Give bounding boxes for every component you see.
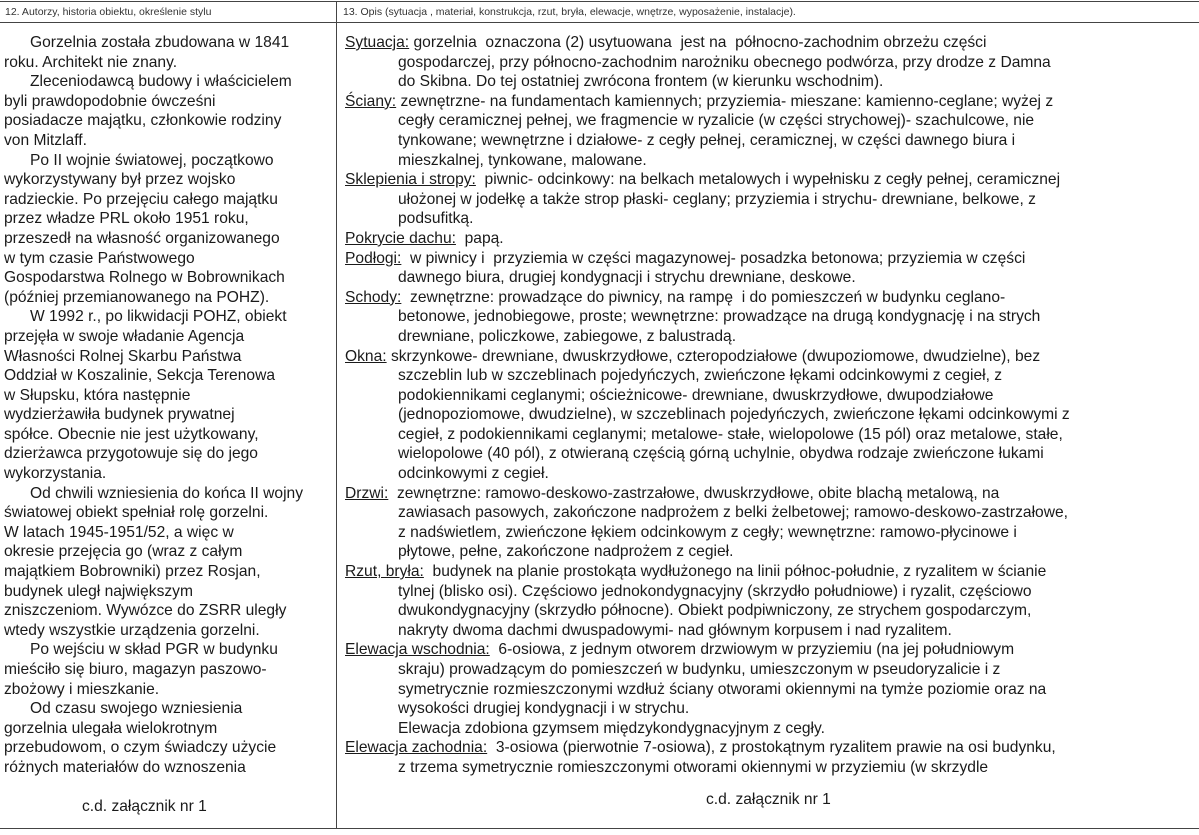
entry-continuation-line: cegły ceramicznej pełnej, we fragmencie w ryzalicie (w części strychowej)- szachulcowe, nie [398, 112, 1035, 130]
entry-continuation-line: tynkowane; wewnętrzne i działowe- z cegły pełnej, ceramicznej, w części dawnego biura i [398, 131, 1016, 149]
entry-text: zewnętrzne: prowadzące do piwnicy, na rampę i do pomieszczeń w budynku ceglano- [401, 288, 1006, 306]
history-line: roku. Architekt nie znany. [4, 53, 178, 71]
history-line: przejęła w swoje władanie Agencja [4, 327, 245, 345]
entry-continuation-line: ułożonej w jodełkę a także strop płaski- ceglany; przyziemia i strychu- drewniane, belkowe, z [398, 190, 1036, 208]
history-line: majątkiem Bobrowniki) przez Rosjan, [4, 563, 261, 581]
entry-continuation-line: (jednopoziomowe, dwudzielne), w szczeblinach pojedyńczych, zwieńczone łękami odcinkowymi z [398, 406, 1070, 424]
description-entry [345, 738, 1197, 777]
history-line: przebudowom, o czym świadczy użycie [4, 739, 277, 757]
description-entry [345, 229, 1197, 249]
history-line: gorzelnia ulegała wielokrotnym [4, 719, 218, 737]
entry-label: Sklepienia i stropy: [345, 171, 476, 189]
entry-continuation-line: skraju) prowadzącym do pomieszczeń w budynku, umieszczonym w pseudoryzalicie i z [398, 661, 1001, 678]
entry-continuation-line: podsufitką. [398, 210, 474, 228]
section-13-heading: 13. Opis (sytuacja , materiał, konstrukcja, rzut, bryła, elewacje, wnętrze, wyposażenie, instalacje). [343, 6, 796, 18]
entry-continuation-line: odcinkowymi z cegieł. [398, 465, 549, 483]
description-entry [345, 92, 1197, 170]
entry-continuation-line: dawnego biura, drugiej kondygnacji i strychu drewniane, deskowe. [398, 269, 856, 287]
entry-label: Elewacja zachodnia: [345, 739, 488, 757]
entry-label: Okna: [345, 347, 387, 365]
history-line: W 1992 r., po likwidacji POHZ, obiekt [30, 308, 287, 326]
column-divider [336, 1, 337, 828]
entry-label: Pokrycie dachu: [345, 229, 456, 247]
entry-first-line [345, 484, 1197, 504]
history-line: budynek uległ największym [4, 582, 193, 600]
entry-continuation-line: dwukondygnacyjny (skrzydło północne). Obiekt podpiwniczony, ze strychem gospodarczym, [398, 602, 1032, 620]
entry-first-line [345, 33, 1197, 53]
header-rule [0, 22, 1199, 23]
entry-label: Sytuacja: [345, 34, 410, 51]
history-line: W latach 1945-1951/52, a więc w [4, 523, 234, 541]
history-line: radzieckie. Po przejęciu całego majątku [4, 190, 278, 208]
history-line: Od chwili wzniesienia do końca II wojny [30, 484, 304, 502]
history-line: różnych materiałów do wznoszenia [4, 758, 246, 776]
entry-label: Drzwi: [345, 484, 389, 502]
history-line: wykorzystywany był przez wojsko [4, 171, 236, 189]
entry-continuation-line: podokiennikami ceglanymi; ościeżnicowe- drewniane, dwuskrzydłowe, dwupodziałowe [398, 386, 994, 404]
bottom-rule [0, 828, 1199, 829]
entry-continuation-line: do Skibna. Do tej ostatniej zwrócona frontem (w kierunku wschodnim). [398, 73, 884, 91]
history-line: posiadacze majątku, członkowie rodziny [4, 112, 282, 130]
history-line: Własności Rolnej Skarbu Państwa [4, 347, 242, 365]
entry-continuation-line: gospodarczej, przy północno-zachodnim narożniku obecnego podwórza, przy drodze z Damna [398, 53, 1051, 71]
entry-text: budynek na planie prostokąta wydłużonego na linii północ-południe, z ryzalitem w ścianie [423, 563, 1047, 581]
history-line: (później przemianowanego na POHZ). [4, 288, 270, 306]
entry-continuation-line: mieszkalnej, tynkowane, malowane. [398, 151, 647, 169]
entry-continuation-line: Elewacja zdobiona gzymsem międzykondygnacyjnym z cegły. [398, 719, 825, 737]
description-entry [345, 249, 1197, 288]
history-line: Od czasu swojego wzniesienia [30, 700, 243, 718]
entry-text: 3-osiowa (pierwotnie 7-osiowa), z prostokątnym ryzalitem prawie na osi budynku, [487, 739, 1056, 757]
entry-first-line [345, 347, 1197, 367]
history-line: w tym czasie Państwowego [4, 249, 195, 267]
history-line: zbożowy i mieszkanie. [4, 680, 160, 698]
description-entry [345, 640, 1197, 738]
entry-continuation-line: symetrycznie rozmieszczonymi wzdłuż ściany otworami okiennymi na tymże poziomie oraz na [398, 680, 1047, 698]
entry-first-line [345, 92, 1197, 112]
description-entry [345, 33, 1197, 92]
history-column [4, 33, 334, 778]
entry-text: skrzynkowe- drewniane, dwuskrzydłowe, czteropodziałowe (dwupoziomowe, dwudzielne), bez [386, 347, 1041, 365]
entry-continuation-line: zawiasach pasowych, zakończone nadprożem z belki żelbetowej; ramowo-deskowo-zastrzałowe, [398, 504, 1068, 522]
entry-continuation-line: drewniane, policzkowe, zabiegowe, z balustradą. [398, 327, 737, 345]
history-line: von Mitzlaff. [4, 131, 87, 149]
entry-text: gorzelnia oznaczona (2) usytuowana jest na północno-zachodnim obrzeżu części [409, 34, 987, 51]
section-12-heading: 12. Autorzy, historia obiektu, określenie stylu [5, 6, 212, 18]
entry-continuation-line: płytowe, pełne, zakończone nadprożem z cegieł. [398, 543, 734, 561]
history-line: dzierżawca przygotowuje się do jego [4, 445, 258, 463]
history-line: Po II wojnie światowej, początkowo [30, 151, 274, 169]
entry-text: papą. [455, 229, 504, 247]
entry-continuation-line: z trzema symetrycznie romieszczonymi otworami okiennymi w przyziemiu (w skrzydle [398, 758, 989, 776]
description-entry [345, 484, 1197, 562]
entry-first-line [345, 170, 1197, 190]
entry-continuation-line: tylnej (blisko osi). Częściowo jednokondygnacyjny (skrzydło południowe) i ryzalit, częściowo [398, 582, 1032, 600]
entry-label: Podłogi: [345, 249, 402, 267]
history-line: spółce. Obecnie nie jest użytkowany, [4, 425, 259, 443]
entry-text: zewnętrzne: ramowo-deskowo-zastrzałowe, dwuskrzydłowe, obite blachą metalową, na [388, 484, 1000, 502]
entry-first-line [345, 562, 1197, 582]
entry-label: Schody: [345, 288, 402, 306]
description-entry [345, 170, 1197, 229]
description-entry [345, 562, 1197, 640]
history-line: Gospodarstwa Rolnego w Bobrownikach [4, 269, 285, 287]
entry-label: Rzut, bryła: [345, 563, 424, 581]
description-entry [345, 288, 1197, 347]
entry-continuation-line: szczeblin lub w szczeblinach pojedyńczych, zwieńczone łękami odcinkowymi z cegieł, z [398, 367, 1003, 385]
description-entry [345, 347, 1197, 484]
entry-first-line [345, 288, 1197, 308]
top-rule [0, 1, 1199, 2]
entry-text: 6-osiowa, z jednym otworem drzwiowym w przyziemiu (na jej południowym [489, 641, 1015, 659]
left-continuation-note: c.d. załącznik nr 1 [82, 798, 207, 815]
entry-continuation-line: nakryty dwoma dachmi dwuspadowymi- nad głównym korpusem i nad ryzalitem. [398, 621, 952, 639]
history-line: okresie przejęcia go (wraz z całym [4, 543, 243, 561]
entry-first-line [345, 640, 1197, 660]
entry-continuation-line: wielopolowe (40 pól), z otwieraną częścią górną uchylnie, obydwa rodzaje zwieńczone łukami [398, 445, 1044, 463]
history-line: zniszczeniom. Wywózce do ZSRR uległy [4, 602, 287, 620]
history-line: przez władze PRL około 1951 roku, [4, 210, 249, 228]
entry-text: w piwnicy i przyziemia w części magazynowej- posadzka betonowa; przyziemia w części [401, 249, 1026, 267]
history-line: Oddział w Koszalinie, Sekcja Terenowa [4, 367, 276, 385]
entry-text: piwnic- odcinkowy: na belkach metalowych i wypełnisku z cegły pełnej, ceramicznej [475, 171, 1061, 189]
history-line: Zleceniodawcą budowy i właścicielem [30, 73, 292, 91]
history-line: Po wejściu w skład PGR w budynku [30, 641, 278, 659]
entry-label: Ściany: [345, 92, 397, 110]
history-line: Gorzelnia została zbudowana w 1841 [30, 34, 290, 51]
history-line: przeszedł na własność organizowanego [4, 229, 280, 247]
history-line: byli prawdopodobnie ówcześni [4, 92, 216, 110]
entry-label: Elewacja wschodnia: [345, 641, 490, 659]
history-line: wtedy wszystkie urządzenia gorzelni. [4, 621, 260, 639]
right-continuation-note: c.d. załącznik nr 1 [706, 791, 831, 808]
entry-first-line [345, 229, 1197, 249]
entry-first-line [345, 249, 1197, 269]
entry-first-line [345, 738, 1197, 758]
entry-continuation-line: wysokości drugiej kondygnacji i w strychu. [398, 700, 690, 718]
description-column [345, 33, 1197, 778]
history-line: światowej obiekt spełniał rolę gorzelni. [4, 504, 269, 522]
history-line: w Słupsku, która następnie [4, 386, 191, 404]
entry-continuation-line: cegieł, z podokiennikami ceglanymi; metalowe- stałe, wielopolowe (15 pól) oraz metalowe, stałe, [398, 425, 1063, 443]
entry-continuation-line: z nadświetlem, zwieńczone łękiem odcinkowym z cegły; wewnętrzne: ramowo-płycinowe i [398, 523, 1017, 541]
history-line: wydzierżawiła budynek prywatnej [4, 406, 235, 424]
entry-text: zewnętrzne- na fundamentach kamiennych; przyziemia- mieszane: kamienno-ceglane; wyżej z [396, 92, 1054, 110]
history-line: wykorzystania. [4, 465, 107, 483]
history-line: mieściło się biuro, magazyn paszowo- [4, 661, 267, 678]
entry-continuation-line: betonowe, jednobiegowe, proste; wewnętrzne: prowadzące na drugą kondygnację i na strych [398, 308, 1041, 326]
